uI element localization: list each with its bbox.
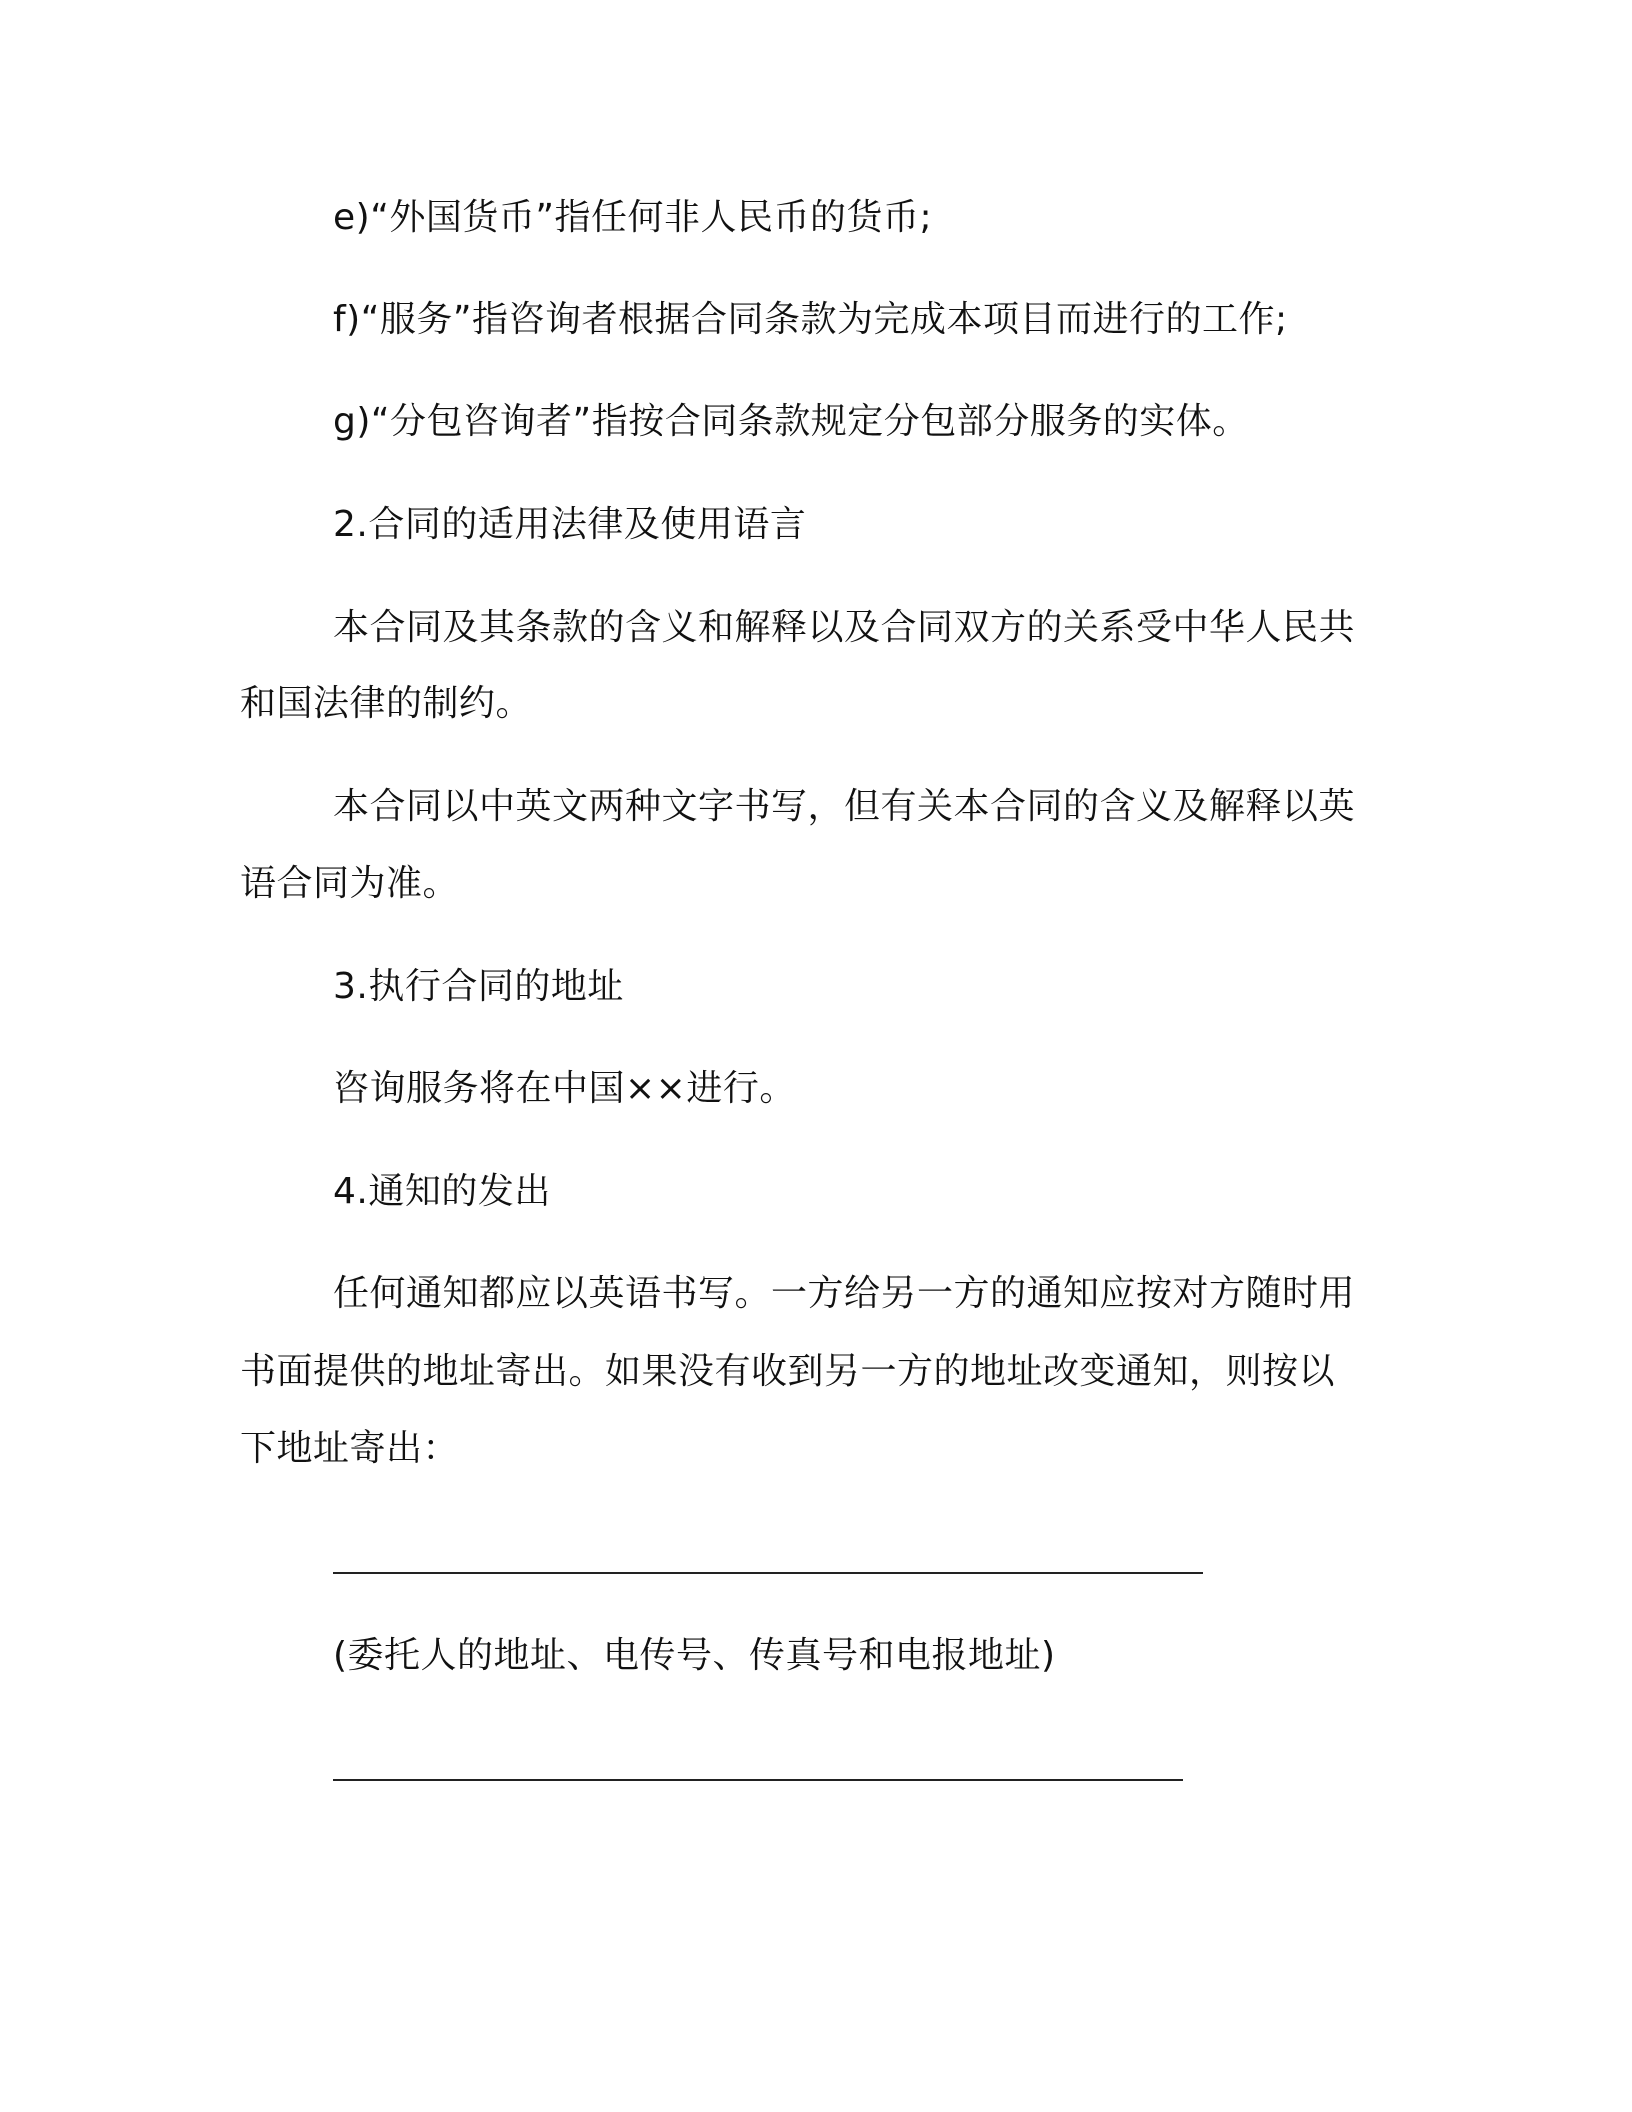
section-3-heading: 3.执行合同的地址 (333, 966, 624, 1007)
address-blank-line-2 (333, 1779, 1183, 1781)
section-2-paragraph-1-line-2: 和国法律的制约。 (240, 683, 533, 724)
section-3-body: 咨询服务将在中国××进行。 (333, 1068, 796, 1109)
section-4-paragraph-line-1: 任何通知都应以英语书写。一方给另一方的通知应按对方随时用 (333, 1273, 1356, 1314)
section-4-paragraph-line-2: 书面提供的地址寄出。如果没有收到另一方的地址改变通知，则按以 (240, 1351, 1336, 1392)
section-2-heading: 2.合同的适用法律及使用语言 (333, 504, 807, 545)
section-4-paragraph-line-3: 下地址寄出： (240, 1428, 460, 1469)
address-blank-line-1 (333, 1572, 1203, 1574)
section-2-paragraph-1-line-1: 本合同及其条款的含义和解释以及合同双方的关系受中华人民共 (333, 607, 1356, 648)
definition-g: g)“分包咨询者”指按合同条款规定分包部分服务的实体。 (333, 401, 1249, 442)
definition-f: f)“服务”指咨询者根据合同条款为完成本项目而进行的工作; (333, 299, 1288, 340)
definition-e: e)“外国货币”指任何非人民币的货币; (333, 197, 933, 238)
client-address-caption: (委托人的地址、电传号、传真号和电报地址) (333, 1635, 1056, 1676)
section-2-paragraph-2-line-1: 本合同以中英文两种文字书写，但有关本合同的含义及解释以英 (333, 786, 1356, 827)
section-4-heading: 4.通知的发出 (333, 1171, 551, 1212)
section-2-paragraph-2-line-2: 语合同为准。 (240, 863, 460, 904)
